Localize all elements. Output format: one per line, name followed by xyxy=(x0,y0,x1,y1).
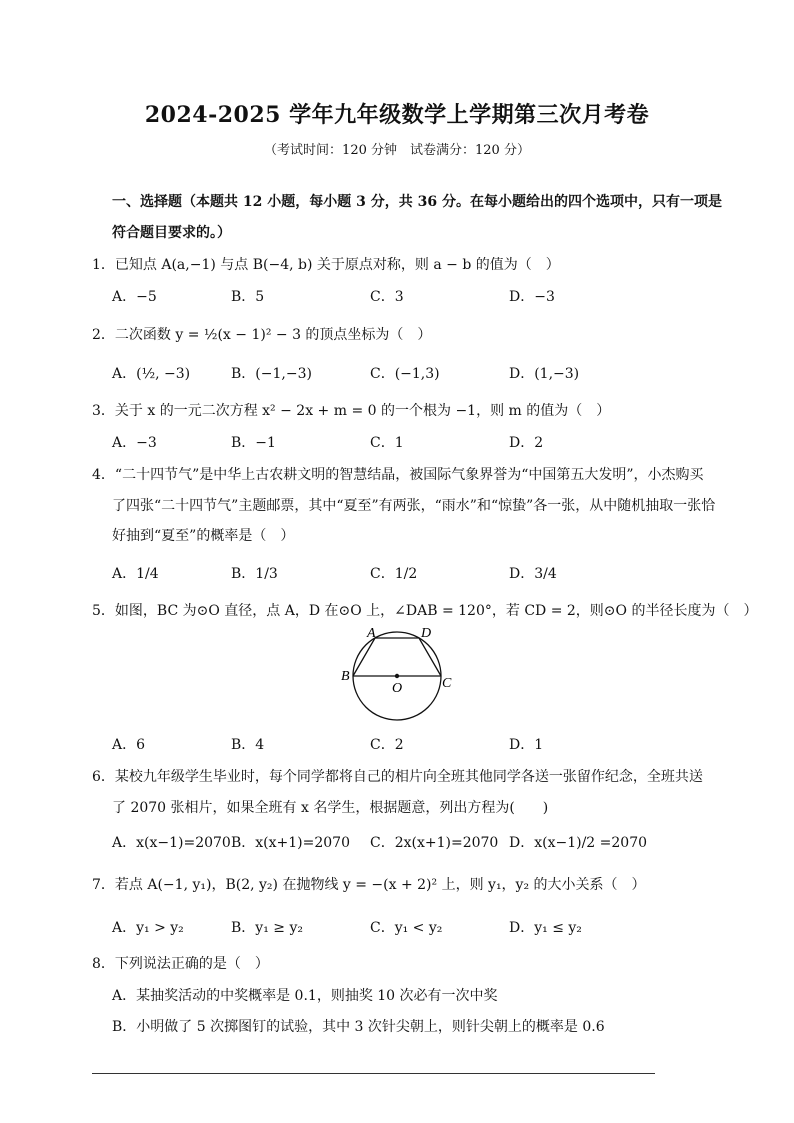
q1-option-c: C．3 xyxy=(370,289,404,305)
q6-option-d: D．x(x−1)/2 =2070 xyxy=(509,835,648,851)
q2-option-c: C．(−1,3) xyxy=(370,366,440,382)
q1-option-a: A．−5 xyxy=(112,289,157,305)
label-b: B xyxy=(341,669,350,684)
q7-option-b: B．y₁ ≥ y₂ xyxy=(231,920,303,936)
question-6-stem-line1: 6．某校九年级学生毕业时，每个同学都将自己的相片向全班其他同学各送一张留作纪念，全班共送 xyxy=(92,769,703,785)
q3-option-b: B．−1 xyxy=(231,435,276,451)
q2-option-d: D．(1,−3) xyxy=(509,366,580,382)
q1-option-d: D．−3 xyxy=(509,289,555,305)
question-4-stem-line2: 了四张“二十四节气”主题邮票，其中“夏至”有两张，“雨水”和“惊蛰”各一张，从中随机抽取一张恰 xyxy=(112,498,716,514)
q5-option-b: B．4 xyxy=(231,737,265,753)
q7-option-a: A．y₁ > y₂ xyxy=(112,920,184,936)
q4-option-c: C．1/2 xyxy=(370,566,418,582)
question-4-stem-line1: 4．“二十四节气”是中华上古农耕文明的智慧结晶，被国际气象界誉为“中国第五大发明”，小杰购买 xyxy=(92,467,704,483)
q6-option-b: B．x(x+1)=2070 xyxy=(231,835,350,851)
label-o: O xyxy=(392,681,403,696)
section-heading-line2: 符合题目要求的。） xyxy=(112,225,231,241)
circle-figure xyxy=(338,625,458,725)
exam-title: 2024-2025 学年九年级数学上学期第三次月考卷 xyxy=(144,102,650,128)
q4-option-d: D．3/4 xyxy=(509,566,557,582)
page-divider xyxy=(92,1073,655,1074)
exam-subtitle: （考试时间：120 分钟 试卷满分：120 分） xyxy=(264,143,530,158)
q3-option-a: A．−3 xyxy=(112,435,157,451)
q6-option-a: A．x(x−1)=2070 xyxy=(112,835,231,851)
q5-option-d: D．1 xyxy=(509,737,544,753)
q3-option-d: D．2 xyxy=(509,435,544,451)
q5-option-a: A．6 xyxy=(112,737,146,753)
question-5-stem: 5．如图，BC 为⊙O 直径，点 A，D 在⊙O 上，∠DAB = 120°，若 CD = 2，则⊙O 的半径长度为（ ） xyxy=(92,603,758,619)
q5-option-c: C．2 xyxy=(370,737,404,753)
label-d: D xyxy=(421,626,432,641)
q7-option-d: D．y₁ ≤ y₂ xyxy=(509,920,582,936)
q2-option-b: B．(−1,−3) xyxy=(231,366,312,382)
question-8-stem: 8．下列说法正确的是（ ） xyxy=(92,956,269,972)
label-a: A xyxy=(367,626,376,641)
question-4-stem-line3: 好抽到“夏至”的概率是（ ） xyxy=(112,528,295,544)
question-3-stem: 3．关于 x 的一元二次方程 x² − 2x + m = 0 的一个根为 −1，则 m 的值为（ ） xyxy=(92,403,611,419)
section-heading-line1: 一、选择题（本题共 12 小题，每小题 3 分，共 36 分。在每小题给出的四个选项中，只有一项是 xyxy=(112,194,722,210)
q8-option-b: B．小明做了 5 次掷图钉的试验，其中 3 次针尖朝上，则针尖朝上的概率是 0.6 xyxy=(112,1019,605,1035)
q4-option-a: A．1/4 xyxy=(112,566,159,582)
q6-option-c: C．2x(x+1)=2070 xyxy=(370,835,499,851)
q1-option-b: B．5 xyxy=(231,289,265,305)
question-1-stem: 1．已知点 A(a,−1) 与点 B(−4, b) 关于原点对称，则 a − b 的值为（ ） xyxy=(92,257,560,273)
q2-option-a: A．(½, −3) xyxy=(112,366,191,382)
q8-option-a: A．某抽奖活动的中奖概率是 0.1，则抽奖 10 次必有一次中奖 xyxy=(112,988,498,1004)
question-2-stem: 2．二次函数 y = ½(x − 1)² − 3 的顶点坐标为（ ） xyxy=(92,327,432,343)
q4-option-b: B．1/3 xyxy=(231,566,278,582)
question-7-stem: 7．若点 A(−1, y₁)，B(2, y₂) 在抛物线 y = −(x + 2)² 上，则 y₁，y₂ 的大小关系（ ） xyxy=(92,877,646,893)
q3-option-c: C．1 xyxy=(370,435,404,451)
question-6-stem-line2: 了 2070 张相片，如果全班有 x 名学生，根据题意，列出方程为( ) xyxy=(112,800,549,816)
q7-option-c: C．y₁ < y₂ xyxy=(370,920,443,936)
label-c: C xyxy=(442,676,452,691)
